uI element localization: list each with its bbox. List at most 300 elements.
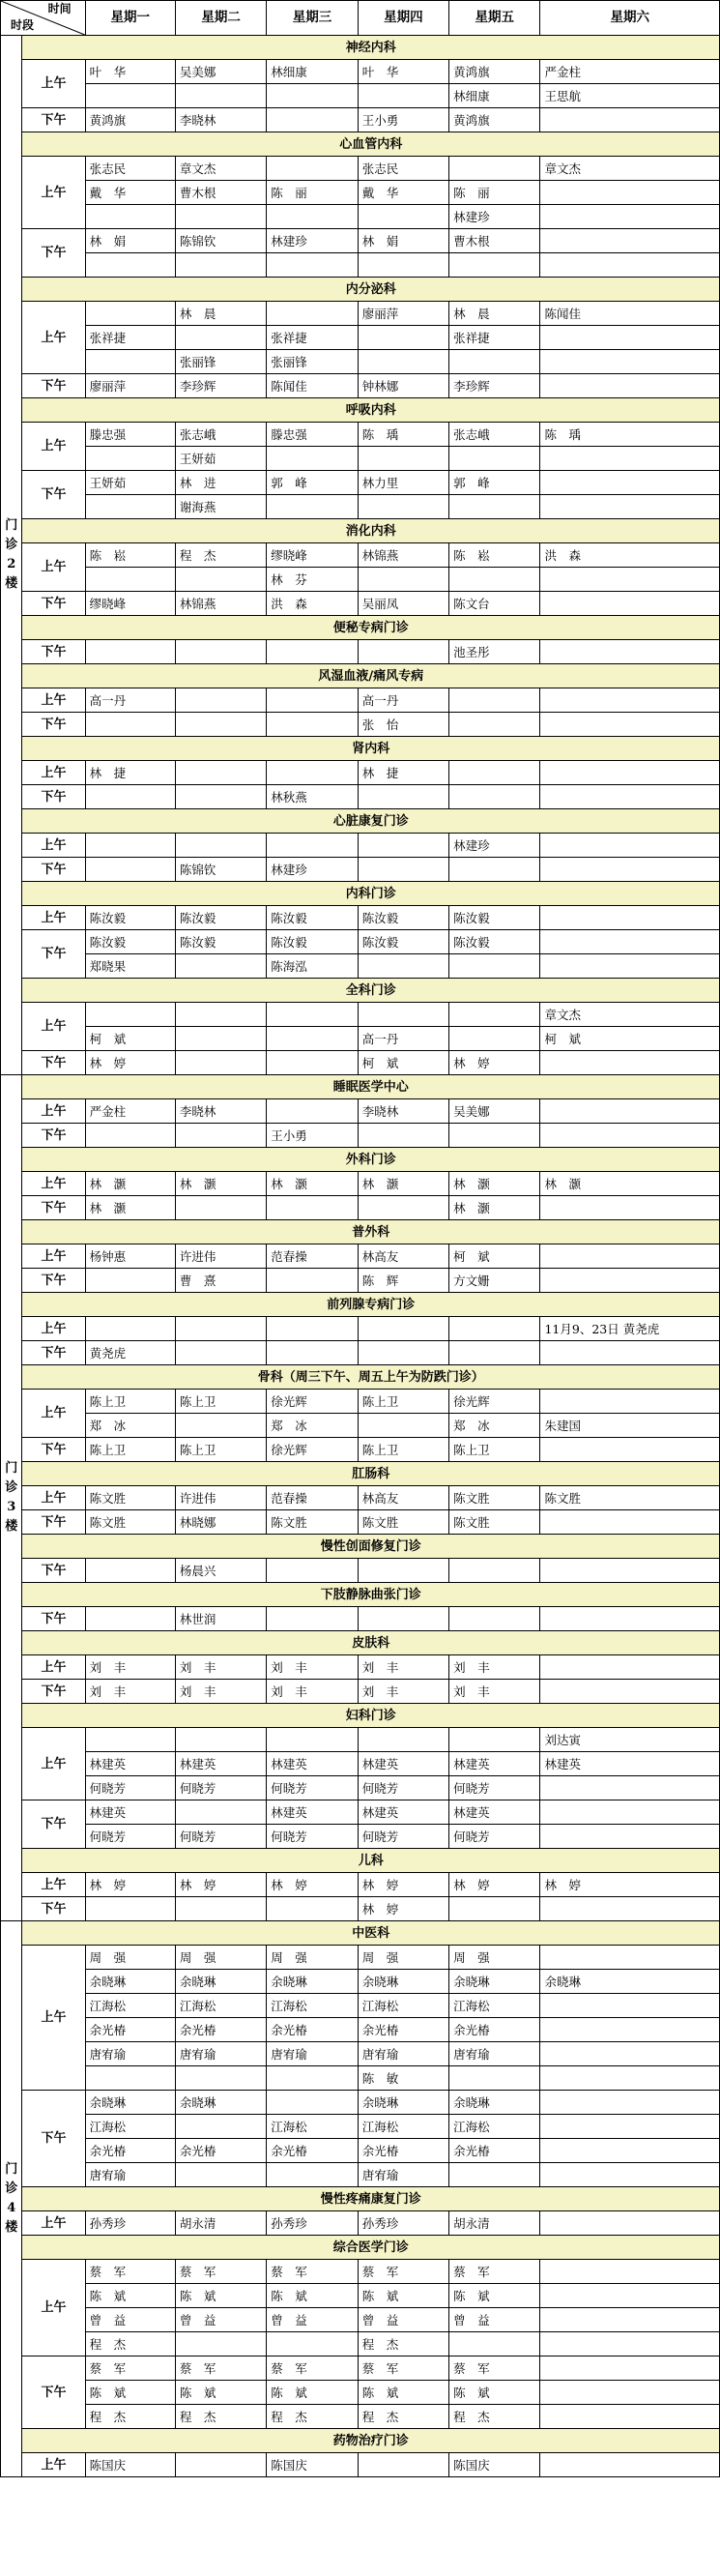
doctor-cell-fri: 林建珍 <box>449 205 540 229</box>
doctor-cell-mon <box>85 1559 175 1583</box>
section-row <box>1 2187 720 2211</box>
doctor-cell-sat <box>540 1897 720 1921</box>
doctor-cell-wed: 陈闻佳 <box>267 374 358 398</box>
header-row <box>1 1 720 36</box>
table-row <box>1 350 720 374</box>
doctor-cell-tue <box>175 2163 266 2187</box>
doctor-cell-tue <box>175 84 266 108</box>
doctor-cell-mon: 陈 斌 <box>85 2381 175 2405</box>
doctor-cell-mon: 林 灏 <box>85 1172 175 1196</box>
doctor-cell-wed <box>267 834 358 858</box>
doctor-cell-sat <box>540 2332 720 2356</box>
doctor-cell-sat: 11月9、23日 黄尧虎 <box>540 1317 720 1341</box>
doctor-cell-tue: 林 婷 <box>175 1873 266 1897</box>
doctor-cell-mon: 蔡 军 <box>85 2260 175 2284</box>
doctor-cell-thu <box>358 2453 448 2477</box>
doctor-cell-sat <box>540 1607 720 1631</box>
doctor-cell-wed <box>267 108 358 132</box>
doctor-cell-fri: 林 灏 <box>449 1172 540 1196</box>
section-title: 肛肠科 <box>22 1462 720 1486</box>
doctor-cell-mon: 黄鸿旗 <box>85 108 175 132</box>
doctor-cell-thu: 李晓林 <box>358 1099 448 1124</box>
table-row <box>1 1994 720 2018</box>
doctor-cell-mon: 余光椿 <box>85 2018 175 2042</box>
doctor-cell-fri <box>449 1897 540 1921</box>
doctor-cell-tue: 林 进 <box>175 471 266 495</box>
table-row <box>1 761 720 785</box>
table-row <box>1 1003 720 1027</box>
doctor-cell-tue: 陈汝毅 <box>175 930 266 954</box>
section-row <box>1 809 720 834</box>
section-title: 消化内科 <box>22 519 720 543</box>
period-label: 上午 <box>22 1003 85 1051</box>
period-label: 上午 <box>22 60 85 108</box>
doctor-cell-mon <box>85 302 175 326</box>
table-row <box>1 834 720 858</box>
table-row <box>1 543 720 568</box>
doctor-cell-mon: 陈文胜 <box>85 1510 175 1535</box>
doctor-cell-sat: 洪 森 <box>540 543 720 568</box>
doctor-cell-mon: 陈文胜 <box>85 1486 175 1510</box>
doctor-cell-fri: 江海松 <box>449 2115 540 2139</box>
period-label: 上午 <box>22 2211 85 2236</box>
section-title: 风湿血液/痛风专病 <box>22 664 720 688</box>
period-label: 下午 <box>22 1051 85 1075</box>
doctor-cell-wed: 周 强 <box>267 1946 358 1970</box>
doctor-cell-sat <box>540 229 720 253</box>
period-label: 上午 <box>22 688 85 713</box>
doctor-cell-tue: 胡永清 <box>175 2211 266 2236</box>
doctor-cell-sat <box>540 1655 720 1680</box>
doctor-cell-mon <box>85 640 175 664</box>
doctor-cell-tue: 陈 斌 <box>175 2284 266 2308</box>
section-row <box>1 2429 720 2453</box>
table-row <box>1 60 720 84</box>
period-label: 上午 <box>22 1172 85 1196</box>
doctor-cell-mon: 陈国庆 <box>85 2453 175 2477</box>
doctor-cell-tue <box>175 1051 266 1075</box>
doctor-cell-thu: 柯 斌 <box>358 1051 448 1075</box>
doctor-cell-sat <box>540 1825 720 1849</box>
doctor-cell-sat <box>540 447 720 471</box>
doctor-cell-thu: 余晓琳 <box>358 2091 448 2115</box>
period-label: 上午 <box>22 1317 85 1341</box>
doctor-cell-tue <box>175 568 266 592</box>
doctor-cell-thu <box>358 495 448 519</box>
doctor-cell-sat <box>540 108 720 132</box>
doctor-cell-tue: 陈锦钦 <box>175 229 266 253</box>
doctor-cell-fri <box>449 858 540 882</box>
doctor-cell-wed <box>267 2332 358 2356</box>
doctor-cell-thu: 钟林娜 <box>358 374 448 398</box>
doctor-cell-wed: 洪 森 <box>267 592 358 616</box>
period-label: 上午 <box>22 906 85 930</box>
doctor-cell-thu: 陈汝毅 <box>358 906 448 930</box>
doctor-cell-mon: 戴 华 <box>85 181 175 205</box>
doctor-cell-sat <box>540 713 720 737</box>
doctor-cell-tue <box>175 1414 266 1438</box>
doctor-cell-mon <box>85 253 175 278</box>
doctor-cell-wed <box>267 1607 358 1631</box>
doctor-cell-mon: 陈 崧 <box>85 543 175 568</box>
doctor-cell-wed <box>267 1099 358 1124</box>
doctor-cell-wed <box>267 1559 358 1583</box>
section-row <box>1 2236 720 2260</box>
doctor-cell-wed <box>267 157 358 181</box>
doctor-cell-fri: 郑 冰 <box>449 1414 540 1438</box>
doctor-cell-mon: 刘 丰 <box>85 1680 175 1704</box>
doctor-cell-tue: 陈 斌 <box>175 2381 266 2405</box>
table-row <box>1 2405 720 2429</box>
doctor-cell-wed: 林建英 <box>267 1800 358 1825</box>
doctor-cell-thu: 林 捷 <box>358 761 448 785</box>
period-label: 上午 <box>22 761 85 785</box>
period-label: 上午 <box>22 1655 85 1680</box>
table-row <box>1 1486 720 1510</box>
doctor-cell-wed: 林秋燕 <box>267 785 358 809</box>
period-label: 上午 <box>22 834 85 858</box>
doctor-cell-wed: 刘 丰 <box>267 1680 358 1704</box>
doctor-cell-thu: 高一丹 <box>358 688 448 713</box>
doctor-cell-tue <box>175 1897 266 1921</box>
doctor-cell-sat <box>540 2308 720 2332</box>
doctor-cell-thu: 林力里 <box>358 471 448 495</box>
doctor-cell-sat <box>540 2453 720 2477</box>
doctor-cell-fri: 蔡 军 <box>449 2356 540 2381</box>
doctor-cell-sat: 严金柱 <box>540 60 720 84</box>
doctor-cell-wed <box>267 302 358 326</box>
doctor-cell-thu: 叶 华 <box>358 60 448 84</box>
doctor-cell-thu: 余光椿 <box>358 2018 448 2042</box>
doctor-cell-wed <box>267 713 358 737</box>
doctor-cell-wed: 江海松 <box>267 2115 358 2139</box>
table-row <box>1 1027 720 1051</box>
doctor-cell-sat <box>540 1438 720 1462</box>
doctor-cell-mon: 唐宥瑜 <box>85 2163 175 2187</box>
section-title: 皮肤科 <box>22 1631 720 1655</box>
doctor-cell-sat <box>540 1680 720 1704</box>
doctor-cell-sat <box>540 1946 720 1970</box>
doctor-cell-wed: 江海松 <box>267 1994 358 2018</box>
doctor-cell-sat <box>540 1994 720 2018</box>
floor-label: 门诊2楼 <box>5 518 18 591</box>
doctor-cell-fri: 刘 丰 <box>449 1655 540 1680</box>
period-label: 下午 <box>22 1341 85 1365</box>
doctor-cell-sat: 刘达寅 <box>540 1728 720 1752</box>
doctor-cell-fri: 陈 斌 <box>449 2381 540 2405</box>
doctor-cell-mon: 廖丽萍 <box>85 374 175 398</box>
doctor-cell-tue <box>175 2066 266 2091</box>
doctor-cell-mon: 林 灏 <box>85 1196 175 1220</box>
doctor-cell-tue: 余晓琳 <box>175 2091 266 2115</box>
section-row <box>1 1535 720 1559</box>
period-label: 上午 <box>22 1390 85 1438</box>
period-label: 上午 <box>22 1946 85 2091</box>
section-row <box>1 1148 720 1172</box>
doctor-cell-thu: 陈文胜 <box>358 1510 448 1535</box>
doctor-cell-fri <box>449 568 540 592</box>
floor-label: 门诊4楼 <box>5 2162 18 2235</box>
doctor-cell-fri: 林建英 <box>449 1752 540 1776</box>
period-label: 下午 <box>22 1196 85 1220</box>
doctor-cell-thu <box>358 954 448 979</box>
doctor-cell-tue <box>175 688 266 713</box>
doctor-cell-thu: 林 婷 <box>358 1897 448 1921</box>
doctor-cell-wed: 余光椿 <box>267 2018 358 2042</box>
doctor-cell-tue: 何晓芳 <box>175 1825 266 1849</box>
table-row <box>1 1825 720 1849</box>
table-row <box>1 785 720 809</box>
doctor-cell-fri: 柯 斌 <box>449 1244 540 1269</box>
doctor-cell-sat <box>540 471 720 495</box>
doctor-cell-sat <box>540 374 720 398</box>
doctor-cell-fri: 林 婷 <box>449 1873 540 1897</box>
doctor-cell-mon: 程 杰 <box>85 2332 175 2356</box>
doctor-cell-thu <box>358 205 448 229</box>
doctor-cell-sat <box>540 2091 720 2115</box>
section-row <box>1 1365 720 1390</box>
table-row <box>1 2091 720 2115</box>
doctor-cell-fri: 陈 丽 <box>449 181 540 205</box>
doctor-cell-mon <box>85 447 175 471</box>
doctor-cell-tue: 陈上卫 <box>175 1438 266 1462</box>
doctor-cell-thu: 陈 斌 <box>358 2381 448 2405</box>
doctor-cell-sat <box>540 326 720 350</box>
period-label: 下午 <box>22 1124 85 1148</box>
doctor-cell-sat <box>540 1510 720 1535</box>
doctor-cell-sat <box>540 954 720 979</box>
doctor-cell-mon: 刘 丰 <box>85 1655 175 1680</box>
doctor-cell-thu: 陈上卫 <box>358 1390 448 1414</box>
doctor-cell-wed <box>267 761 358 785</box>
period-label: 下午 <box>22 1510 85 1535</box>
doctor-cell-wed: 蔡 军 <box>267 2260 358 2284</box>
doctor-cell-sat <box>540 858 720 882</box>
doctor-cell-wed: 范春操 <box>267 1244 358 1269</box>
doctor-cell-mon <box>85 1607 175 1631</box>
table-row <box>1 1873 720 1897</box>
doctor-cell-thu: 林 婷 <box>358 1873 448 1897</box>
section-row <box>1 737 720 761</box>
doctor-cell-fri: 余晓琳 <box>449 1970 540 1994</box>
section-row <box>1 1849 720 1873</box>
doctor-cell-wed <box>267 1269 358 1293</box>
doctor-cell-tue: 余光椿 <box>175 2139 266 2163</box>
doctor-cell-wed: 缪晓峰 <box>267 543 358 568</box>
doctor-cell-tue: 蔡 军 <box>175 2260 266 2284</box>
doctor-cell-tue <box>175 834 266 858</box>
doctor-cell-thu: 陈上卫 <box>358 1438 448 1462</box>
doctor-cell-tue: 谢海燕 <box>175 495 266 519</box>
doctor-cell-thu: 廖丽萍 <box>358 302 448 326</box>
doctor-cell-wed: 林 婷 <box>267 1873 358 1897</box>
doctor-cell-mon <box>85 1317 175 1341</box>
doctor-cell-mon: 郑 冰 <box>85 1414 175 1438</box>
doctor-cell-mon: 黄尧虎 <box>85 1341 175 1365</box>
doctor-cell-fri: 林细康 <box>449 84 540 108</box>
doctor-cell-fri <box>449 2332 540 2356</box>
doctor-cell-tue: 许进伟 <box>175 1244 266 1269</box>
doctor-cell-fri: 李珍辉 <box>449 374 540 398</box>
doctor-cell-thu: 林高友 <box>358 1486 448 1510</box>
doctor-cell-sat: 林建英 <box>540 1752 720 1776</box>
doctor-cell-wed <box>267 1317 358 1341</box>
section-title: 内科门诊 <box>22 882 720 906</box>
table-row <box>1 2018 720 2042</box>
doctor-cell-tue: 何晓芳 <box>175 1776 266 1800</box>
doctor-cell-fri: 胡永清 <box>449 2211 540 2236</box>
day-header-sat: 星期六 <box>540 1 720 36</box>
period-label: 时段 <box>11 18 35 32</box>
doctor-cell-wed: 滕忠强 <box>267 423 358 447</box>
period-label: 上午 <box>22 1244 85 1269</box>
doctor-cell-sat <box>540 930 720 954</box>
doctor-cell-wed <box>267 205 358 229</box>
doctor-cell-mon <box>85 84 175 108</box>
doctor-cell-thu <box>358 1728 448 1752</box>
doctor-cell-thu <box>358 834 448 858</box>
doctor-cell-mon: 唐宥瑜 <box>85 2042 175 2066</box>
doctor-cell-mon: 郑晓果 <box>85 954 175 979</box>
doctor-cell-thu: 刘 丰 <box>358 1655 448 1680</box>
table-row <box>1 592 720 616</box>
period-label: 上午 <box>22 1873 85 1897</box>
table-row <box>1 1728 720 1752</box>
doctor-cell-wed <box>267 640 358 664</box>
doctor-cell-wed <box>267 1897 358 1921</box>
table-row <box>1 858 720 882</box>
period-label: 上午 <box>22 1728 85 1800</box>
table-row <box>1 2381 720 2405</box>
section-title: 骨科（周三下午、周五上午为防跌门诊） <box>22 1365 720 1390</box>
table-row <box>1 1124 720 1148</box>
doctor-cell-sat: 林 灏 <box>540 1172 720 1196</box>
doctor-cell-mon: 严金柱 <box>85 1099 175 1124</box>
doctor-cell-wed: 余晓琳 <box>267 1970 358 1994</box>
doctor-cell-fri: 池圣彤 <box>449 640 540 664</box>
doctor-cell-sat <box>540 495 720 519</box>
doctor-cell-fri <box>449 1003 540 1027</box>
doctor-cell-tue: 林世润 <box>175 1607 266 1631</box>
section-title: 便秘专病门诊 <box>22 616 720 640</box>
doctor-cell-thu: 高一丹 <box>358 1027 448 1051</box>
doctor-cell-sat <box>540 1559 720 1583</box>
doctor-cell-tue: 刘 丰 <box>175 1680 266 1704</box>
table-row <box>1 1776 720 1800</box>
doctor-cell-sat <box>540 2115 720 2139</box>
doctor-cell-mon: 蔡 军 <box>85 2356 175 2381</box>
doctor-cell-mon: 王妍茹 <box>85 471 175 495</box>
doctor-cell-wed <box>267 253 358 278</box>
doctor-cell-wed <box>267 2091 358 2115</box>
floor-label: 门诊3楼 <box>5 1461 18 1534</box>
doctor-cell-sat <box>540 2405 720 2429</box>
table-row <box>1 2163 720 2187</box>
doctor-cell-tue: 曹 熹 <box>175 1269 266 1293</box>
doctor-cell-fri: 蔡 军 <box>449 2260 540 2284</box>
doctor-cell-tue <box>175 713 266 737</box>
table-row <box>1 1510 720 1535</box>
section-row <box>1 1462 720 1486</box>
table-row <box>1 713 720 737</box>
doctor-cell-wed <box>267 1051 358 1075</box>
doctor-cell-thu: 陈 斌 <box>358 2284 448 2308</box>
doctor-cell-tue <box>175 1003 266 1027</box>
table-row <box>1 1897 720 1921</box>
doctor-cell-wed: 刘 丰 <box>267 1655 358 1680</box>
doctor-cell-tue: 江海松 <box>175 1994 266 2018</box>
doctor-cell-sat: 章文杰 <box>540 157 720 181</box>
doctor-cell-mon: 陈上卫 <box>85 1390 175 1414</box>
doctor-cell-mon: 江海松 <box>85 2115 175 2139</box>
doctor-cell-sat <box>540 1341 720 1365</box>
doctor-cell-mon: 江海松 <box>85 1994 175 2018</box>
doctor-cell-sat <box>540 1051 720 1075</box>
doctor-cell-thu: 孙秀珍 <box>358 2211 448 2236</box>
section-title: 普外科 <box>22 1220 720 1244</box>
period-label: 下午 <box>22 1559 85 1583</box>
section-row <box>1 664 720 688</box>
table-row <box>1 1607 720 1631</box>
section-row <box>1 616 720 640</box>
doctor-cell-mon: 陈汝毅 <box>85 906 175 930</box>
doctor-cell-thu <box>358 1317 448 1341</box>
doctor-cell-mon: 张志民 <box>85 157 175 181</box>
doctor-cell-wed: 程 杰 <box>267 2405 358 2429</box>
period-label: 上午 <box>22 1099 85 1124</box>
doctor-cell-mon <box>85 495 175 519</box>
table-row <box>1 1051 720 1075</box>
doctor-cell-wed: 王小勇 <box>267 1124 358 1148</box>
doctor-cell-tue: 陈上卫 <box>175 1390 266 1414</box>
period-label: 上午 <box>22 2260 85 2356</box>
table-row <box>1 2115 720 2139</box>
section-row <box>1 36 720 60</box>
period-label: 下午 <box>22 229 85 278</box>
doctor-cell-tue: 许进伟 <box>175 1486 266 1510</box>
table-row <box>1 302 720 326</box>
doctor-cell-thu: 蔡 军 <box>358 2356 448 2381</box>
section-title: 儿科 <box>22 1849 720 1873</box>
table-row <box>1 1800 720 1825</box>
doctor-cell-fri: 陈文台 <box>449 592 540 616</box>
table-row <box>1 1655 720 1680</box>
doctor-cell-mon: 余晓琳 <box>85 2091 175 2115</box>
doctor-cell-sat <box>540 181 720 205</box>
doctor-cell-fri: 黄鸿旗 <box>449 60 540 84</box>
doctor-cell-wed: 林 芬 <box>267 568 358 592</box>
doctor-cell-fri: 林 灏 <box>449 1196 540 1220</box>
section-title: 神经内科 <box>22 36 720 60</box>
doctor-cell-sat: 王思航 <box>540 84 720 108</box>
doctor-cell-sat <box>540 1099 720 1124</box>
doctor-cell-wed: 曾 益 <box>267 2308 358 2332</box>
doctor-cell-fri: 林建珍 <box>449 834 540 858</box>
doctor-cell-tue <box>175 640 266 664</box>
doctor-cell-tue: 李晓林 <box>175 108 266 132</box>
doctor-cell-mon: 余晓琳 <box>85 1970 175 1994</box>
doctor-cell-tue: 林晓娜 <box>175 1510 266 1535</box>
doctor-cell-wed: 郑 冰 <box>267 1414 358 1438</box>
doctor-cell-mon <box>85 2066 175 2091</box>
doctor-cell-fri: 周 强 <box>449 1946 540 1970</box>
doctor-cell-wed <box>267 1196 358 1220</box>
doctor-cell-fri <box>449 761 540 785</box>
section-title: 睡眠医学中心 <box>22 1075 720 1099</box>
doctor-cell-wed: 陈汝毅 <box>267 930 358 954</box>
section-title: 内分泌科 <box>22 278 720 302</box>
doctor-cell-tue: 余光椿 <box>175 2018 266 2042</box>
